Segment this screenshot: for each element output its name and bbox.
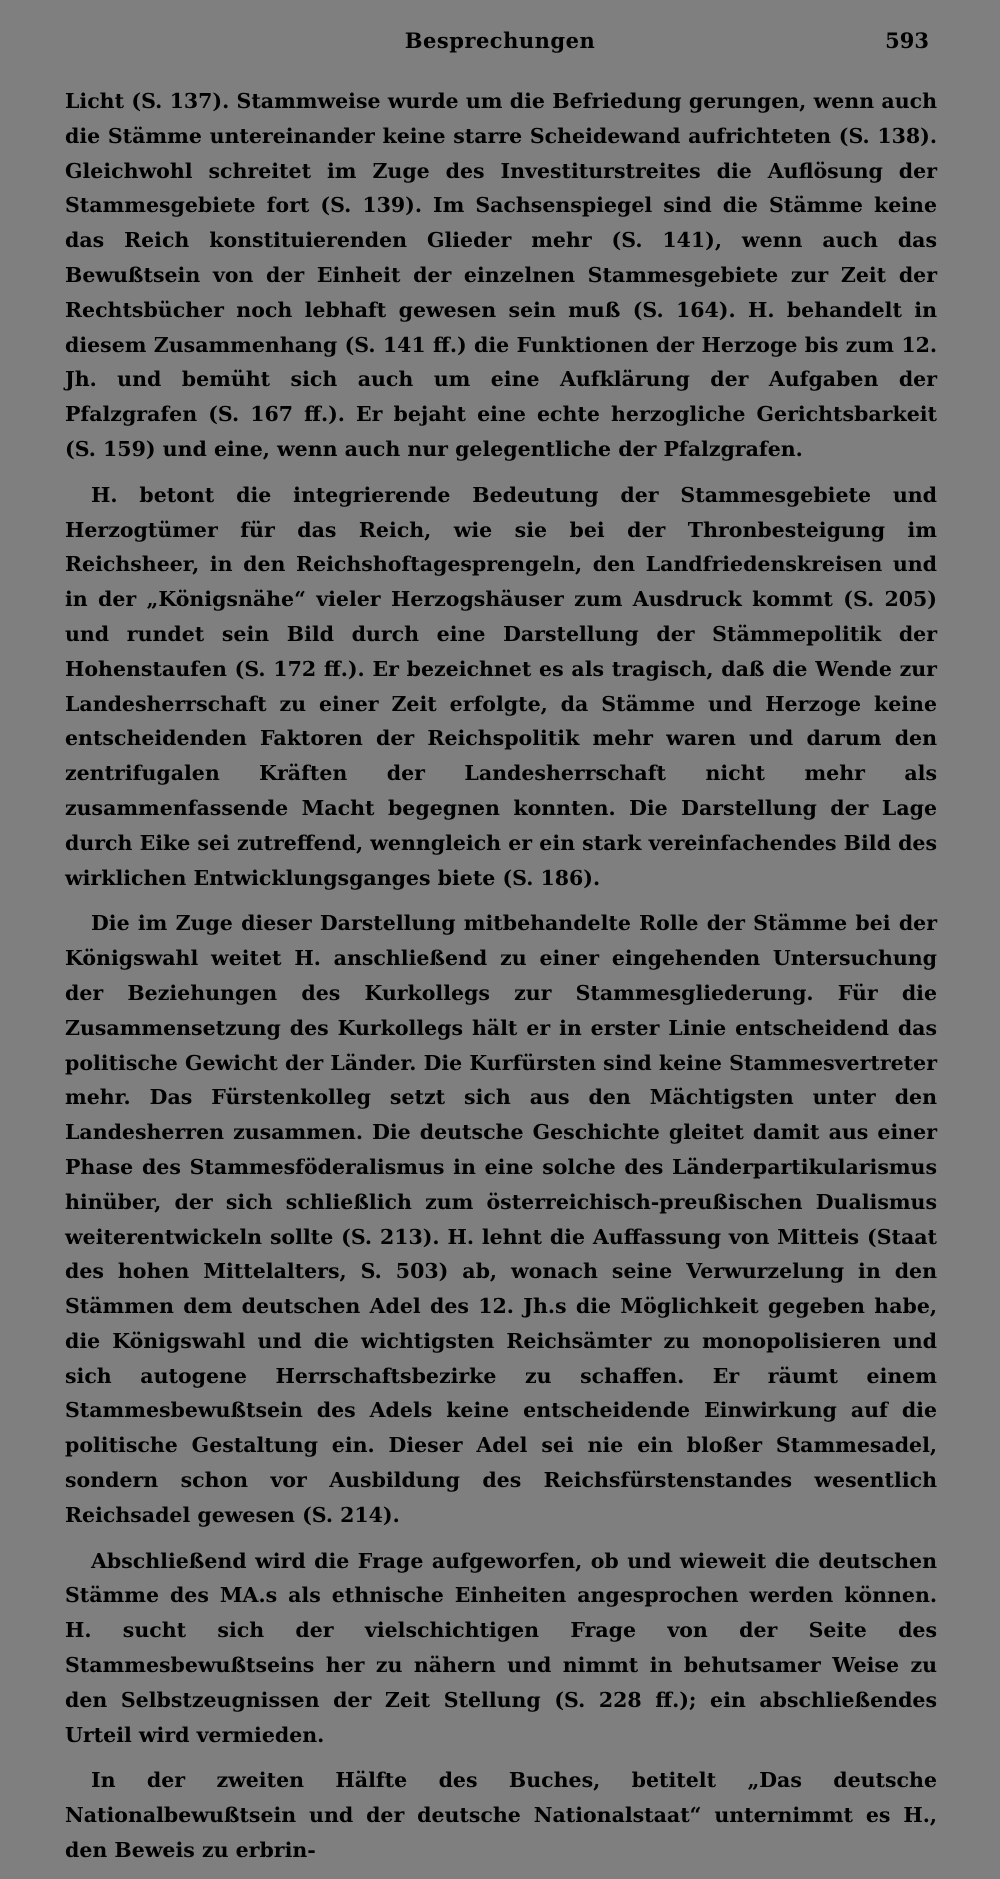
paragraph: Abschließend wird die Frage aufgeworfen, ob und wieweit die deutschen Stämme des MA.s als ethnische Einheiten angesprochen werden können. H. sucht sich der vielschichtigen Frage von der Seite des Stammesbewußtseins her zu nähern und nimmt in behutsamer Weise zu den Selbstzeugnissen der Zeit Stellung (S. 228 ff.); ein abschließendes Urteil wird vermieden. bbox=[65, 1548, 937, 1747]
running-head: Besprechungen bbox=[404, 28, 596, 53]
page-number: 593 bbox=[885, 28, 929, 53]
paragraph: H. betont die integrierende Bedeutung der Stammesgebiete und Herzogtümer für das Reich, wie sie bei der Thronbesteigung im Reichsheer, in den Reichshoftagesprengeln, den Landfriedenskreisen und in der „Königsnähe“ vieler Herzogshäuser zum Ausdruck kommt (S. 205) und rundet sein Bild durch eine Darstellung der Stämmepolitik der Hohenstaufen (S. 172 ff.). Er bezeichnet es als tragisch, daß die Wende zur Landesherrschaft zu einer Zeit erfolgte, da Stämme und Herzoge keine entscheidenden Faktoren der Reichspolitik mehr waren und darum den zentrifugalen Kräften der Landesherrschaft nicht mehr als zusammenfassende Macht begegnen konnten. Die Darstellung der Lage durch Eike sei zutreffend, wenngleich er ein stark vereinfachendes Bild des wirklichen Entwicklungsganges biete (S. 186). bbox=[65, 482, 937, 890]
body-text bbox=[65, 84, 937, 1879]
paragraph: Die im Zuge dieser Darstellung mitbehandelte Rolle der Stämme bei der Königswahl weitet H. anschließend zu einer eingehenden Untersuchung der Beziehungen des Kurkollegs zur Stammesgliederung. Für die Zusammensetzung des Kurkollegs hält er in erster Linie entscheidend das politische Gewicht der Länder. Die Kurfürsten sind keine Stammesvertreter mehr. Das Fürstenkolleg setzt sich aus den Mächtigsten unter den Landesherren zusammen. Die deutsche Geschichte gleitet damit aus einer Phase des Stammesföderalismus in eine solche des Länderpartikularismus hinüber, der sich schließlich zum österreichisch-preußischen Dualismus weiterentwickeln sollte (S. 213). H. lehnt die Auffassung von Mitteis (Staat des hohen Mittelalters, S. 503) ab, wonach seine Verwurzelung in den Stämmen dem deutschen Adel des 12. Jh.s die Möglichkeit gegeben habe, die Königswahl und die wichtigsten Reichsämter zu monopolisieren und sich autogene Herrschaftsbezirke zu schaffen. Er räumt einem Stammesbewußtsein des Adels keine entscheidende Einwirkung auf die politische Gestaltung ein. Dieser Adel sei nie ein bloßer Stammesadel, sondern schon vor Ausbildung des Reichsfürstenstandes wesentlich Reichsadel gewesen (S. 214). bbox=[65, 911, 937, 1527]
page-header bbox=[65, 28, 935, 58]
paragraph: Licht (S. 137). Stammweise wurde um die Befriedung gerungen, wenn auch die Stämme untereinander keine starre Scheidewand aufrichteten (S. 138). Gleichwohl schreitet im Zuge des Investiturstreites die Auflösung der Stammesgebiete fort (S. 139). Im Sachsenspiegel sind die Stämme keine das Reich konstituierenden Glieder mehr (S. 141), wenn auch das Bewußtsein von der Einheit der einzelnen Stammesgebiete zur Zeit der Rechtsbücher noch lebhaft gewesen sein muß (S. 164). H. behandelt in diesem Zusammenhang (S. 141 ff.) die Funktionen der Herzoge bis zum 12. Jh. und bemüht sich auch um eine Aufklärung der Aufgaben der Pfalzgrafen (S. 167 ff.). Er bejaht eine echte herzogliche Gerichtsbarkeit (S. 159) und eine, wenn auch nur gelegentliche der Pfalzgrafen. bbox=[65, 89, 937, 461]
paragraph: In der zweiten Hälfte des Buches, betitelt „Das deutsche Nationalbewußtsein und der deutsche Nationalstaat“ unternimmt es H., den Beweis zu erbrin- bbox=[65, 1768, 937, 1863]
